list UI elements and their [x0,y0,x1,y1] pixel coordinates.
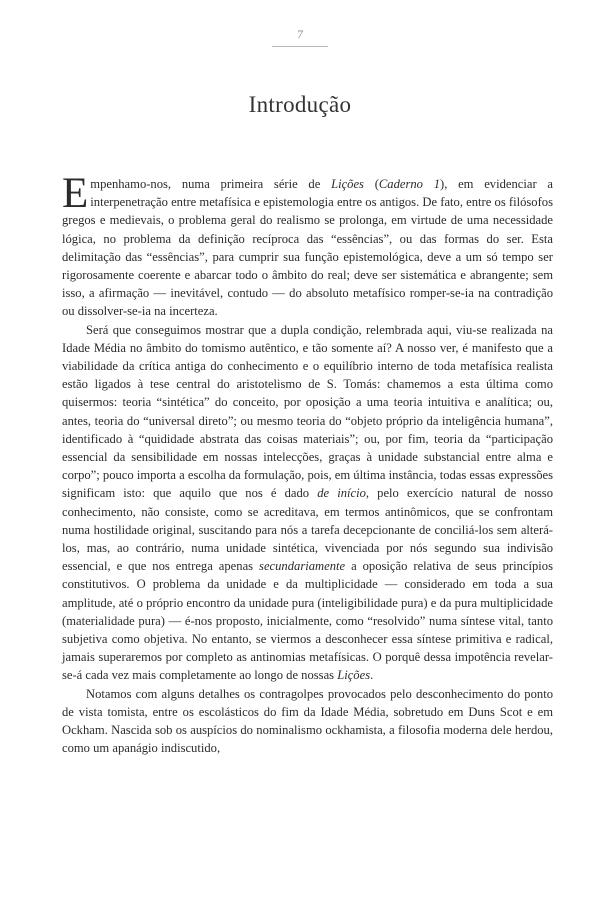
chapter-title: Introdução [248,92,352,117]
text-span: , pelo exercício natural de nosso conhecimento, não consiste, como se acreditava, em termos antinômicos, que se confrontam numa hostilidade original, suscitando para nós a tarefa decepcionante de conciliá-los sem alterá-los, mas, ao contrário, numa unidade sintética, vivenciada por nós segundo sua indivisão essencial, e que nos entrega apenas [62,486,553,574]
body-text [62,170,554,758]
text-span: . [370,668,374,683]
italic-span: de início [317,486,366,501]
text-span: ), em evidenciar a interpenetração entre metafísica e epistemologia entre os antigos. De fato, entre os filósofos gregos e medievais, o problema geral do realismo se prolonga, em virtude de uma necessidade lógica, no problema da definição recíproca das “essências”, ou das formas do ser. Esta delimitação das “essências”, para cumprir sua função epistemológica, deve a um só tempo ser rigorosamente coerente e abarcar todo o âmbito do real; deve ser sistemática e abrangente; sem isso, a afirmação — inevitável, contudo — do absoluto metafísico romper-se-ia na contradição ou dissolver-se-ia na incerteza. [62,177,553,319]
drop-cap: E [62,170,89,217]
italic-span: Lições [337,668,371,683]
header-rule [272,46,328,47]
text-span: mpenhamo-nos, numa primeira série de [90,177,332,191]
italic-span: Caderno 1 [378,177,441,191]
italic-span: secundariamente [259,559,346,574]
text-span: a oposição relativa de seus princípios constitutivos. O problema da unidade e da multiplicidade — considerado em toda a sua amplitude, até o próprio encontro da unidade pura (inteligibilidade pura) e da pura multiplicidade (materialidade pura) — é-nos proposto, inicialmente, como “resolvido” numa síntese vital, tanto subjetiva como objetiva. No entanto, se viermos a desconhecer essa síntese primitiva e radical, jamais superaremos por completo as antinomias metafísicas. O porquê dessa impotência revelar-se-á cada vez mais completamente ao longo de nossas [62,559,553,683]
paragraph-1 [62,170,553,321]
text-span: ( [363,177,379,191]
italic-span: Lições [331,177,364,191]
paragraph-2 [62,321,553,685]
text-span: Será que conseguimos mostrar que a dupla condição, relembrada aqui, viu-se realizada na Idade Média no âmbito do tomismo autêntico, e tão somente aí? A nosso ver, é manifesto que a viabilidade da crítica antiga do conhecimento e o equilíbrio interno de toda metafísica realista estão ligados à tese central do aristotelismo de S. Tomás: chamemos a esta última como quisermos: teoria “sintética” do conceito, por oposição a uma teoria intuitiva e analítica; ou, antes, teoria do “universal direto”; ou mesmo teoria do “objeto próprio da inteligência humana”, identificado à “quididade abstrata das coisas materiais”; ou, por fim, teoria da “participação essencial da sensibilidade em nossas intelecções, graças à unidade substancial entre alma e corpo”; pouco importa a escolha da formulação, pois, em última instância, todas essas expressões significam isto: que aquilo que nos é dado [62,322,554,501]
page-number: 7 [296,30,304,41]
paragraph-3 [62,685,553,758]
text-span: Notamos com alguns detalhes os contragolpes provocados pelo desconhecimento do ponto de vista tomista, entre os escolásticos do fim da Idade Média, sobretudo em Duns Scot e em Ockham. Nascida sob os auspícios do nominalismo ockhamista, a filosofia moderna dele herdou, como um apanágio indiscutido, [62,686,553,756]
